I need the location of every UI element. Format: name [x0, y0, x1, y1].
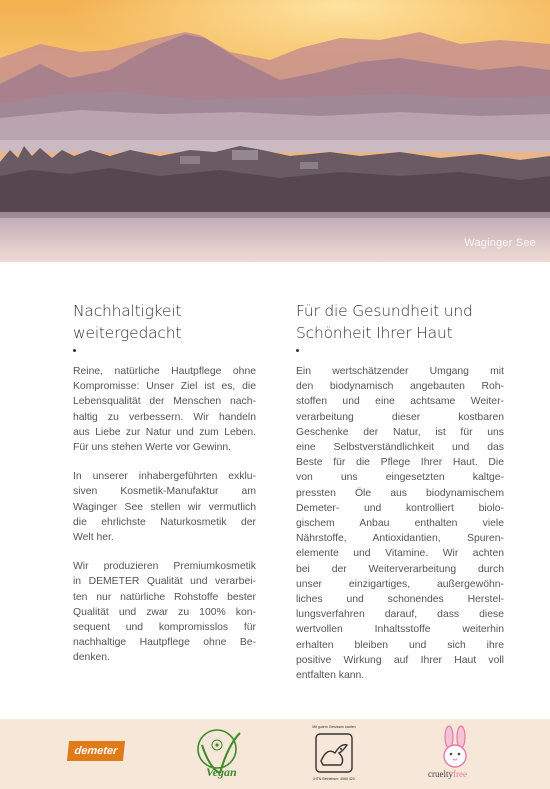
leaping-bunny-top-text: Mit gutem Gewissen kaufen	[312, 725, 356, 729]
heading-line: Schönheit Ihrer Haut	[296, 324, 453, 342]
text-line: sequent und kompromisslos für	[73, 622, 256, 634]
vegan-logo	[190, 725, 246, 783]
heading-line: weitergedacht	[73, 324, 182, 342]
leaping-bunny-logo	[305, 725, 363, 785]
text-line: Demeter- und kontrolliert biolo-	[296, 502, 504, 514]
text-line: wertvollen Inhaltsstoffe weiterhin	[296, 624, 504, 636]
text-line: unser einzigartiges, außergewöhn-	[296, 578, 504, 590]
crueltyfree-logo	[426, 725, 482, 785]
heading-line: Nachhaltigkeit	[73, 302, 182, 320]
text-line: Kompromisse: Unser Ziel ist es, die	[73, 381, 256, 393]
heading-line: Für die Gesundheit und	[296, 302, 473, 320]
text-line: liches und schonendes Herstel-	[296, 594, 504, 606]
text-line: von uns eingesetzten kaltge-	[296, 472, 504, 484]
crueltyfree-label	[428, 769, 467, 779]
text-line: lungsverfahren darauf, dass diese	[296, 609, 504, 621]
text-line: Welt her.	[73, 532, 114, 544]
text-line: Lebensqualität der Menschen nach-	[73, 396, 256, 408]
text-line: Beste für die Pflege Ihrer Haut. Die	[296, 457, 504, 469]
bullet-dot	[296, 349, 299, 352]
text-line: Geschenke der Natur, ist für uns	[296, 426, 504, 438]
crueltyfree-label-part2: free	[453, 769, 467, 779]
text-line: nachhaltige Hautpflege ohne Be-	[73, 637, 256, 649]
text-line: haltig zu verbessern. Wir handeln	[73, 411, 256, 423]
text-line: Für uns stehen Werte vor Gewinn.	[73, 442, 232, 454]
text-line: Nährstoffe, Antioxidantien, Spuren-	[296, 533, 504, 545]
leaping-bunny-icon	[313, 731, 355, 775]
text-line: denken.	[73, 652, 110, 664]
certification-footer	[0, 719, 550, 789]
text-line: den biodynamisch angebauten Roh-	[296, 381, 504, 393]
text-line: Waginger See stellen wir vermutlich	[73, 501, 256, 513]
crueltyfree-label-part1: cruelty	[428, 769, 453, 779]
left-paragraph-3	[73, 559, 256, 665]
left-paragraph-1	[73, 364, 256, 455]
photo-caption: Waginger See	[464, 237, 536, 249]
text-line: erhalten bleiben und sich ihre	[296, 639, 504, 651]
text-line: siven Kosmetik-Manufaktur am	[73, 486, 256, 498]
right-paragraph-1	[296, 364, 504, 683]
vegan-label: Vegan	[206, 765, 237, 779]
text-line: entfalten kann.	[296, 670, 365, 682]
left-paragraph-2	[73, 469, 256, 545]
text-line: die ehrlichste Naturkosmetik der	[73, 516, 256, 528]
text-line: Reine, natürliche Hautpflege ohne	[73, 366, 256, 377]
bullet-dot	[73, 349, 76, 352]
lake-landscape-photo	[0, 0, 550, 262]
text-line: aus Liebe zur Natur und zum Leben.	[73, 426, 256, 438]
text-line: bei der Weiterverarbeitung durch	[296, 563, 504, 575]
text-line: elemente und Vitamine. Wir achten	[296, 548, 504, 560]
hero-image	[0, 0, 550, 262]
right-column	[296, 300, 504, 697]
text-line: stoffen und eine achtsame Weiter-	[296, 396, 504, 408]
text-line: pressten Öle aus biodynamischem	[296, 487, 504, 499]
left-heading	[73, 300, 256, 344]
text-line: eine Selbstverständlichkeit und das	[296, 442, 504, 454]
text-line: gischem Anbau enthalten viele	[296, 518, 504, 530]
text-line: Qualität und zwar zu 100% kon-	[73, 606, 256, 618]
text-line: verarbeitung dieser kostbaren	[296, 411, 504, 423]
text-line: ten nur natürliche Rohstoffe bester	[73, 591, 256, 603]
demeter-logo: demeter	[67, 741, 125, 761]
left-column	[73, 300, 256, 680]
text-line: Ein wertschätzender Umgang mit	[296, 366, 504, 377]
crueltyfree-bunny-icon	[438, 725, 472, 769]
text-line: positive Wirkung auf Ihrer Haut voll	[296, 654, 504, 666]
text-line: in DEMETER Qualität und verarbei-	[73, 576, 256, 588]
text-line: Wir produzieren Premiumkosmetik	[73, 561, 256, 573]
text-line: In unserer inhabergeführten exklu-	[73, 471, 256, 483]
right-heading	[296, 300, 504, 344]
leaping-bunny-bottom-text: IHTN Betriebsnr. 4960 420	[313, 777, 355, 781]
